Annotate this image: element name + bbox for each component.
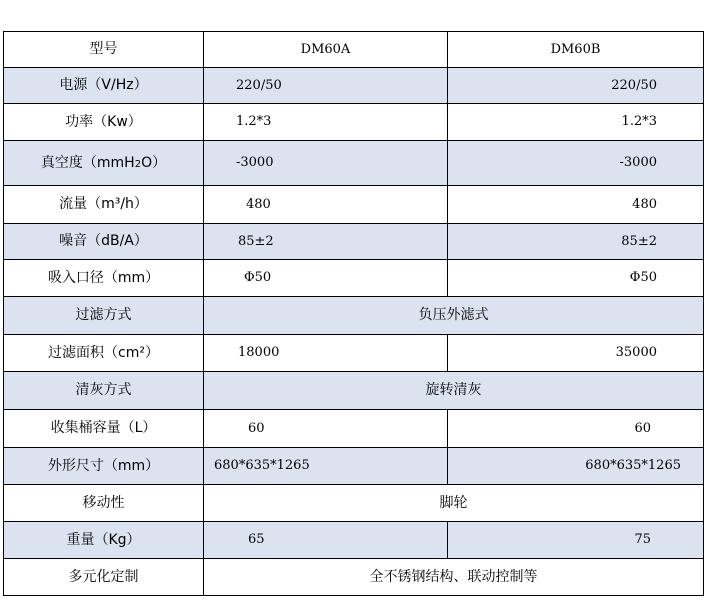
mobility-label: 移动性 xyxy=(4,485,204,522)
model-label: 型号 xyxy=(4,32,204,68)
table-row-filter-area xyxy=(4,335,704,372)
table-row-flow xyxy=(4,186,704,224)
model-a-value: DM60A xyxy=(204,32,448,68)
cleaning-value: 旋转清灰 xyxy=(204,372,704,410)
table-row-inlet xyxy=(4,260,704,297)
vacuum-label xyxy=(4,141,204,186)
power-label: 功率（Kw） xyxy=(4,104,204,141)
table-row-customization xyxy=(4,559,704,596)
vacuum-label-main: 真空度（mmH xyxy=(40,154,135,171)
table-row-mobility xyxy=(4,485,704,522)
filter-area-a-value: 18000 xyxy=(204,335,448,372)
power-supply-label: 电源（V/Hz） xyxy=(4,68,204,104)
mobility-value: 脚轮 xyxy=(204,485,704,522)
flow-a-value: 480 xyxy=(204,186,448,224)
filter-method-label: 过滤方式 xyxy=(4,297,204,335)
model-b-value: DM60B xyxy=(448,32,704,68)
table-row-cleaning xyxy=(4,372,704,410)
inlet-label: 吸入口径（mm） xyxy=(4,260,204,297)
vacuum-b-value: -3000 xyxy=(448,141,704,186)
flow-b-value: 480 xyxy=(448,186,704,224)
bin-capacity-a-value: 60 xyxy=(204,410,448,448)
filter-area-label: 过滤面积（cm²） xyxy=(4,335,204,372)
weight-a-value: 65 xyxy=(204,522,448,559)
inlet-b-value: Φ50 xyxy=(448,260,704,297)
table-row-model xyxy=(4,32,704,68)
table-row-filter-method xyxy=(4,297,704,335)
table-row-vacuum xyxy=(4,141,704,186)
noise-b-value: 85±2 xyxy=(448,224,704,260)
power-b-value: 1.2*3 xyxy=(448,104,704,141)
vacuum-label-end: O） xyxy=(141,154,167,171)
cleaning-label: 清灰方式 xyxy=(4,372,204,410)
table-row-dimensions xyxy=(4,448,704,485)
weight-label: 重量（Kg） xyxy=(4,522,204,559)
dimensions-a-value: 680*635*1265 xyxy=(204,448,448,485)
vacuum-label-sub: 2 xyxy=(134,158,142,170)
table-row-bin-capacity xyxy=(4,410,704,448)
noise-a-value: 85±2 xyxy=(204,224,448,260)
spec-table xyxy=(3,31,704,596)
filter-method-value: 负压外滤式 xyxy=(204,297,704,335)
dimensions-b-value: 680*635*1265 xyxy=(448,448,704,485)
bin-capacity-label: 收集桶容量（L） xyxy=(4,410,204,448)
noise-label: 噪音（dB/A） xyxy=(4,224,204,260)
weight-b-value: 75 xyxy=(448,522,704,559)
customization-value: 全不锈钢结构、联动控制等 xyxy=(204,559,704,596)
filter-area-b-value: 35000 xyxy=(448,335,704,372)
table-row-power xyxy=(4,104,704,141)
table-row-weight xyxy=(4,522,704,559)
dimensions-label: 外形尺寸（mm） xyxy=(4,448,204,485)
power-supply-b-value: 220/50 xyxy=(448,68,704,104)
table-row-power-supply xyxy=(4,68,704,104)
vacuum-a-value: -3000 xyxy=(204,141,448,186)
customization-label: 多元化定制 xyxy=(4,559,204,596)
power-a-value: 1.2*3 xyxy=(204,104,448,141)
bin-capacity-b-value: 60 xyxy=(448,410,704,448)
power-supply-a-value: 220/50 xyxy=(204,68,448,104)
flow-label: 流量（m³/h） xyxy=(4,186,204,224)
inlet-a-value: Φ50 xyxy=(204,260,448,297)
table-row-noise xyxy=(4,224,704,260)
